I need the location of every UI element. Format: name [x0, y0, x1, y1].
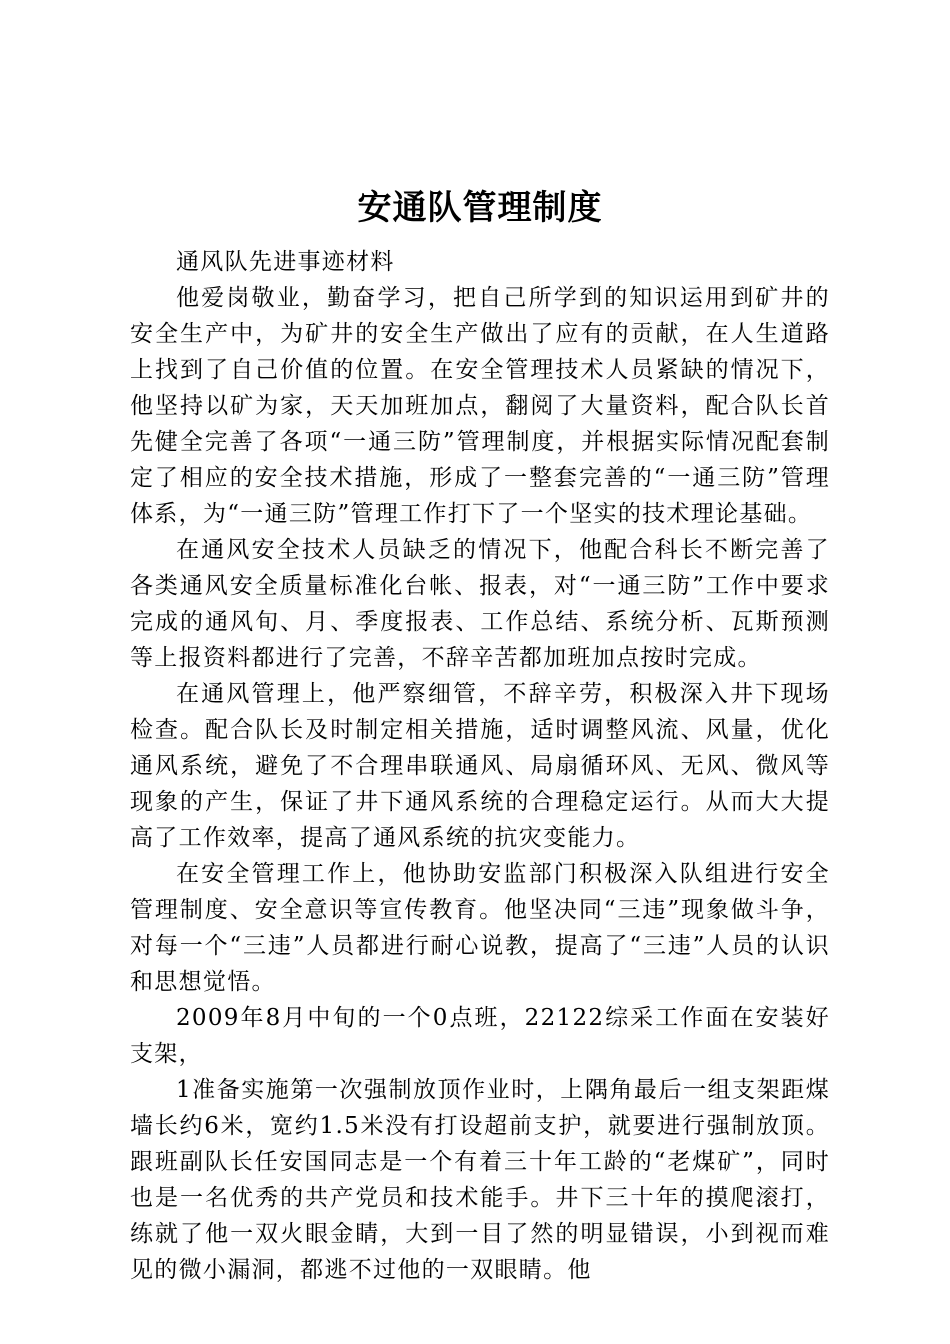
document-page [130, 178, 830, 1288]
paragraph-6: 1准备实施第一次强制放顶作业时，上隅角最后一组支架距煤墙长约6米，宽约1.5米没有打设超前支护，就要进行强制放顶。跟班副队长任安国同志是一个有着三十年工龄的“老煤矿”，同时也是一名优秀的共产党员和技术能手。井下三十年的摸爬滚打，练就了他一双火眼金睛，大到一目了然的明显错误，小到视而难见的微小漏洞，都逃不过他的一双眼睛。他 [130, 1077, 830, 1283]
paragraph-2: 在通风安全技术人员缺乏的情况下，他配合科长不断完善了各类通风安全质量标准化台帐、报表，对“一通三防”工作中要求完成的通风旬、月、季度报表、工作总结、系统分析、瓦斯预测等上报资料都进行了完善，不辞辛苦都加班加点按时完成。 [130, 537, 830, 671]
paragraph-subtitle: 通风队先进事迹材料 [176, 249, 395, 275]
paragraph-3: 在通风管理上，他严察细管，不辞辛劳，积极深入井下现场检查。配合队长及时制定相关措施，适时调整风流、风量，优化通风系统，避免了不合理串联通风、局扇循环风、无风、微风等现象的产生，保证了井下通风系统的合理稳定运行。从而大大提高了工作效率，提高了通风系统的抗灾变能力。 [130, 681, 830, 851]
paragraph-1: 他爱岗敬业，勤奋学习，把自己所学到的知识运用到矿井的安全生产中，为矿井的安全生产做出了应有的贡献，在人生道路上找到了自己价值的位置。在安全管理技术人员紧缺的情况下，他坚持以矿为家，天天加班加点，翻阅了大量资料，配合队长首先健全完善了各项“一通三防”管理制度，并根据实际情况配套制定了相应的安全技术措施，形成了一整套完善的“一通三防”管理体系，为“一通三防”管理工作打下了一个坚实的技术理论基础。 [130, 285, 830, 527]
document-title: 安通队管理制度 [357, 188, 603, 228]
paragraph-5: 2009年8月中旬的一个0点班，22122综采工作面在安装好支架， [130, 1005, 830, 1067]
paragraph-4: 在安全管理工作上，他协助安监部门积极深入队组进行安全管理制度、安全意识等宣传教育。他坚决同“三违”现象做斗争，对每一个“三违”人员都进行耐心说教，提高了“三违”人员的认识和思想觉悟。 [130, 861, 830, 995]
